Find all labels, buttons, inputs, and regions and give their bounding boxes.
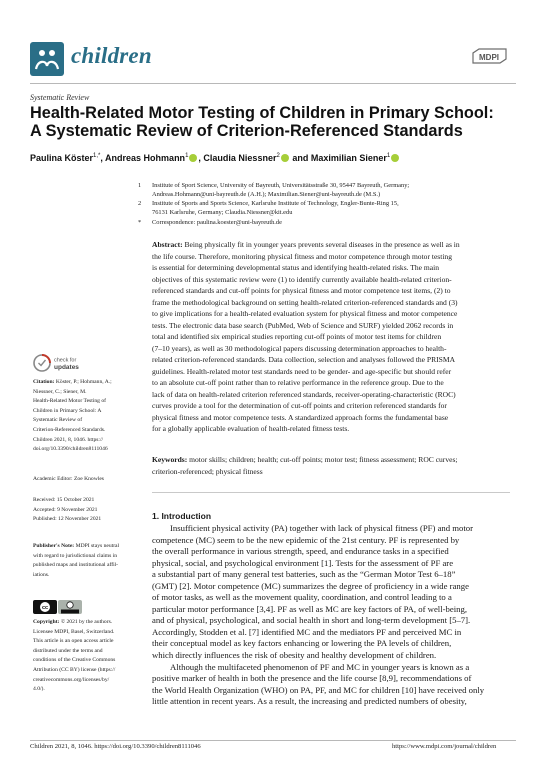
abstract-line: Being physically fit in younger years prevents several diseases in the presence as well as in	[184, 240, 460, 249]
copyright-line[interactable]: creativecommons.org/licenses/by/	[33, 676, 110, 683]
orcid-icon[interactable]	[391, 154, 399, 162]
header-rule	[30, 83, 516, 84]
received-date: Received: 15 October 2021	[33, 497, 95, 503]
citation-line: Criterion-Referenced Standards.	[33, 426, 106, 433]
citation-block	[33, 378, 137, 455]
check-for-updates-icon[interactable]	[33, 351, 81, 375]
intro-line: of motor tasks, as well as the movement quality, coordination, and control leading to a	[152, 592, 452, 603]
intro-line: a substantial part of many general test batteries, such as the “German Motor Test 6–18”	[152, 569, 456, 580]
abstract-line: related criterion-referenced standards. Data collection, selection and analyses followed the PRISMA	[152, 355, 456, 364]
keywords-line: criterion-referenced; physical fitness	[152, 466, 263, 476]
intro-line: particular motor performance [3,4]. PF as well as MC are key factors of PA, of well-being,	[152, 603, 467, 614]
mdpi-logo-icon	[468, 47, 511, 69]
keywords-label: Keywords:	[152, 455, 188, 464]
author-conjunction: and	[292, 153, 309, 163]
citation-label: Citation:	[33, 379, 55, 385]
updates-text: updates	[54, 364, 79, 371]
abstract-line: frame the methodological background on setting health-related criterion-referenced standards and (3)	[152, 297, 458, 307]
article-type: Systematic Review	[30, 93, 90, 102]
abstract-line: objectives of this systematic review were (1) to identify currently available health-related criterion-	[152, 274, 452, 284]
intro-line: physical, social, and psychological environment [1]. Tests for the assessment of PF are	[152, 557, 454, 568]
journal-logo-icon	[30, 42, 64, 76]
abstract-line: total and identified six empirical studies reporting cut-off points of motor test items for children	[152, 332, 442, 341]
copyright-line: 4.0/).	[33, 686, 45, 693]
title-line: A Systematic Review of Criterion-Referenced Standards	[30, 122, 463, 140]
intro-line: Insufficient physical activity (PA) together with lack of physical fitness (PF) and motor	[170, 523, 474, 533]
abstract-label: Abstract:	[152, 240, 183, 249]
accepted-date: Accepted: 9 November 2021	[33, 506, 98, 513]
correspondence-line[interactable]: Correspondence: paulina.koester@uni-bayreuth.de	[152, 219, 282, 226]
abstract-line: physical fitness and motor competence tests. A standardized approach forms the fundamental base	[152, 412, 449, 422]
correspondence-mark: *	[138, 219, 142, 226]
abstract-line: to an absolute cut-off point rather than to relative performance in the reference group. Due to the	[152, 378, 444, 387]
orcid-icon[interactable]	[189, 154, 197, 162]
abstract-line: is essential for determining developmental status and identifying health-related risks. The main	[152, 263, 439, 272]
keywords	[152, 454, 510, 477]
author-sup: 1,*	[93, 153, 101, 159]
abstract-line: guidelines. Health-related motor test standards need to be gender- and age-specific but should refer	[152, 366, 452, 376]
copyright-line: This article is an open access article	[33, 638, 114, 645]
author-name[interactable]: Maximilian Siener	[310, 153, 387, 163]
citation-line: Children 2021, 8, 1046. https://	[33, 436, 104, 443]
copyright-line: Licensee MDPI, Basel, Switzerland.	[33, 628, 115, 635]
abstract-line: lack of data on health-related criterion referenced standards, receiver-operating-characteristic (ROC)	[152, 389, 456, 399]
citation-line: Health-Related Motor Testing of	[33, 398, 106, 405]
abstract-line: tests. The electronic data base search (PubMed, Web of Science and SURF) yielded 2062 records in	[152, 320, 454, 330]
affiliation-number: 1	[138, 182, 142, 189]
correspondence	[138, 218, 508, 227]
introduction-body	[152, 523, 512, 708]
published-date: Published: 12 November 2021	[33, 516, 102, 523]
keywords-rule	[152, 492, 510, 493]
title-line: Health-Related Motor Testing of Children in Primary School:	[30, 104, 494, 122]
intro-line: little attention in recent years. As a result, the increasing and predicted numbers of obesity,	[152, 696, 467, 707]
author-name[interactable]: Claudia Niessner	[203, 153, 277, 163]
affiliation-line[interactable]: 76131 Karlsruhe, Germany; Claudia.Niessner@kit.edu	[152, 209, 293, 217]
intro-line: (GMT) [2]. Motor competence (MC) summarizes the degree of proficiency in a wide range	[152, 580, 469, 591]
affiliation-line: Institute of Sports and Sports Science, Karlsruhe Institute of Technology, Engler-Bunte-Ring 15,	[152, 200, 399, 207]
abstract	[152, 239, 510, 435]
author-name[interactable]: Andreas Hohmann	[105, 153, 186, 163]
citation-line: Children in Primary School: A	[33, 407, 102, 414]
abstract-line: referenced standards and cut-off points for physical fitness and motor competence test items, (2) to	[152, 286, 451, 295]
author-list: Paulina Köster$^{1,*}$, Andreas Hohmann$^1$ , Claudia Niessner$^2$ and Maximilian Siener$^1$	[30, 153, 400, 163]
affiliation-1	[138, 181, 508, 200]
footer-journal-url[interactable]: https://www.mdpi.com/journal/children	[392, 743, 497, 750]
footer-citation[interactable]: Children 2021, 8, 1046. https://doi.org/10.3390/children8111046	[30, 743, 201, 750]
intro-line: the overall performance in various strength, speed, and endurance tasks in a specified	[152, 546, 449, 557]
copyright-line: distributed under the terms and	[33, 647, 103, 654]
intro-line: their conceptual model as key factors enhancing or lowering the PA levels of children,	[152, 638, 452, 649]
abstract-line: (7–10 years), as well as 30 methodological papers discussing determination approaches to health-	[152, 343, 447, 353]
journal-name: children	[71, 43, 152, 68]
copyright-line: © 2021 by the authors.	[60, 619, 113, 625]
note-line: MDPI stays neutral	[75, 543, 120, 549]
note-label: Publisher's Note:	[33, 543, 75, 549]
intro-line: Accordingly, Stodden et al. [7] identified MC and the mediators PF and perceived MC in	[152, 626, 462, 637]
author-name[interactable]: Paulina Köster	[30, 153, 94, 163]
intro-line: the World Health Organization (WHO) on PA, PF, and MC for children [10] have received only	[152, 684, 485, 695]
footer-rule	[30, 740, 516, 741]
attribution-icon[interactable]	[58, 600, 82, 614]
publisher-note	[33, 542, 137, 580]
keywords-line: motor skills; children; health; cut-off points; motor test; fitness assessment; ROC curves;	[189, 455, 458, 464]
dates-block	[33, 496, 137, 525]
section-heading: 1. Introduction	[152, 511, 212, 521]
citation-line: Köster, P.; Hohmann, A.;	[55, 379, 112, 385]
intro-line: competence (MC) seem to be the new epidemic of the 21st century. PF is represented by	[152, 534, 460, 545]
note-line: with regard to jurisdictional claims in	[33, 552, 118, 559]
abstract-line: for a globally applicable evaluation of health-related fitness tests.	[152, 424, 350, 433]
intro-line: Although the multifaceted phenomenon of PF and MC in younger years is known as a	[170, 661, 470, 672]
author-sup: 1	[185, 153, 189, 159]
abstract-line: to give implications for a health-related evaluation system for physical fitness and motor competence	[152, 309, 458, 318]
citation-line[interactable]: doi.org/10.3390/children8111046	[33, 446, 108, 453]
affiliation-line[interactable]: Andreas.Hohmann@uni-bayreuth.de (A.H.); Maximilian.Siener@uni-bayreuth.de (M.S.)	[152, 191, 381, 199]
affiliation-line: Institute of Sport Science, University of Bayreuth, Universitätsstraße 30, 95447 Bayreuth, Germany;	[152, 182, 410, 189]
intro-line: and of physical, psychological, and social health in short and long-term development [5–7].	[152, 615, 471, 626]
note-line: iations.	[33, 571, 50, 578]
orcid-icon[interactable]	[281, 154, 289, 162]
check-text: check for	[54, 357, 77, 364]
copyright-label: Copyright:	[33, 619, 60, 625]
intro-line: which directly influences the risk of obesity and healthy development of children.	[152, 650, 437, 661]
svg-text:cc: cc	[41, 605, 49, 612]
academic-editor: Academic Editor: Zoe Knowles	[33, 476, 104, 482]
mdpi-text: MDPI	[479, 53, 499, 62]
copyright-line: Attribution (CC BY) license (https://	[33, 666, 116, 673]
affiliation-number: 2	[138, 200, 142, 207]
citation-line: Systematic Review of	[33, 417, 83, 424]
affiliation-2	[138, 199, 508, 218]
citation-line: Niessner, C.; Siener, M.	[33, 388, 87, 395]
copyright-block	[33, 618, 137, 695]
abstract-line: the life course. Therefore, monitoring physical fitness and motor competence through motor testing	[152, 251, 452, 261]
note-line: published maps and institutional affil-	[33, 562, 119, 569]
article-title	[30, 104, 518, 140]
intro-line: positive marker of health in both the presence and the life course [8,9], recommendations of	[152, 673, 472, 684]
author-sup: 2	[276, 153, 280, 159]
copyright-line: conditions of the Creative Commons	[33, 657, 116, 664]
author-sup: 1	[386, 153, 391, 159]
abstract-line: curves provide a tool for the determination of cut-off points and criterion referenced standards for	[152, 401, 447, 410]
creative-commons-icon[interactable]	[33, 600, 57, 614]
